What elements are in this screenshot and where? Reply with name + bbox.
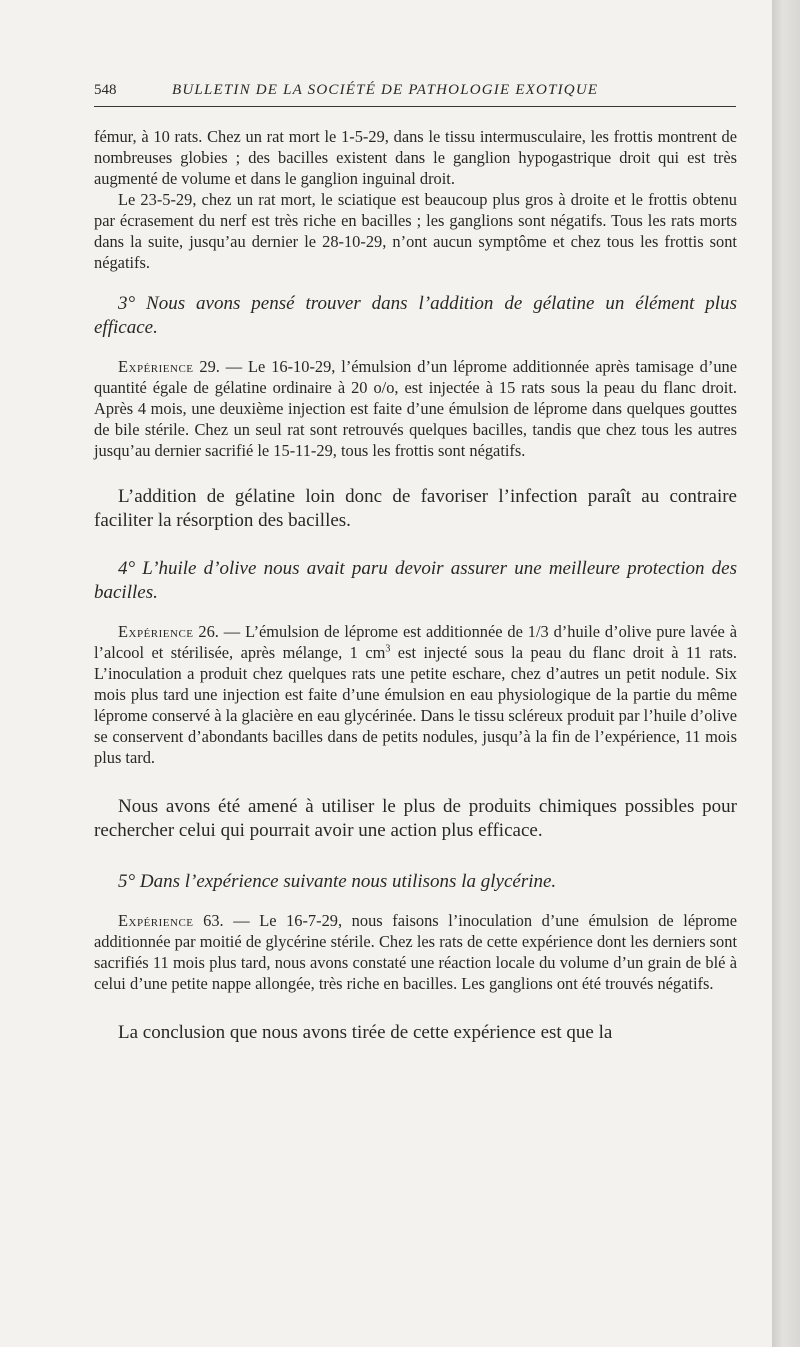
page-edge-shadow — [772, 0, 800, 1347]
experiment-text-a: 26. — L’émulsion de léprome est additionnée de 1/3 d’huile d’olive pure lavée à l’alcool et stérilisée, après mélange, 1 cm — [94, 622, 737, 662]
conclusion-chimiques: Nous avons été amené à utiliser le plus de produits chimiques possibles pour rechercher celui qui pourrait avoir une action plus efficace. — [94, 796, 737, 841]
experiment-label: Expérience — [118, 622, 194, 641]
conclusion-gelatine: L’addition de gélatine loin donc de favoriser l’infection paraît au contraire faciliter la résorption des bacilles. — [94, 486, 737, 531]
experiment-26 — [94, 621, 737, 768]
paragraph-sciatique: Le 23-5-29, chez un rat mort, le sciatique est beaucoup plus gros à droite et le frottis obtenu par écrasement du nerf est très riche en bacilles ; les ganglions sont négatifs. Tous les rats morts dans la suite, jusqu’au dernier le 28-10-29, n’ont aucun symptôme et chez tous les frottis sont négatifs. — [94, 190, 737, 272]
experiment-text-b: est injecté sous la peau du flanc droit à 11 rats. L’inoculation a produit chez quelques rats une petite eschare, chez d’autres un petit nodule. Six mois plus tard une injection est faite d’une émulsion en eau physiologique de la partie du même léprome conservé à la glacière en eau glycérinée. Dans le tissu scléreux produit par l’huile d’olive se conservent d’abondants bacilles dans de petits nodules, jusqu’à la fin de l’expérience, 11 mois plus tard. — [94, 643, 737, 767]
experiment-label: Expérience — [118, 911, 194, 930]
paragraph-femur: fémur, à 10 rats. Chez un rat mort le 1-5-29, dans le tissu intermusculaire, les frottis montrent de nombreuses globies ; des bacilles existent dans le ganglion hypogastrique droit qui est très augmenté de volume et dans le ganglion inguinal droit. — [94, 127, 737, 188]
section-heading-5: 5° Dans l’expérience suivante nous utilisons la glycérine. — [118, 871, 557, 892]
page-body — [94, 126, 737, 1045]
experiment-29 — [94, 356, 737, 461]
header-rule — [94, 106, 736, 107]
experiment-text: 63. — Le 16-7-29, nous faisons l’inoculation d’une émulsion de léprome additionnée par moitié de glycérine stérile. Chez les rats de cette expérience dont les derniers sont sacrifiés 11 mois plus tard, nous avons constaté une réaction locale du volume d’un grain de blé à celui d’une petite nappe allongée, très riche en bacilles. Les ganglions ont été trouvés négatifs. — [94, 911, 737, 993]
conclusion-glycerine: La conclusion que nous avons tirée de cette expérience est que la — [118, 1022, 613, 1043]
running-title: BULLETIN DE LA SOCIÉTÉ DE PATHOLOGIE EXOTIQUE — [172, 82, 599, 98]
experiment-text: 29. — Le 16-10-29, l’émulsion d’un léprome additionnée après tamisage d’une quantité égale de gélatine ordinaire à 20 o/o, est injectée à 15 rats sous la peau du flanc droit. Après 4 mois, une deuxième injection est faite d’une émulsion de léprome dans quelques gouttes de bile stérile. Chez un seul rat sont retrouvés quelques bacilles, tandis que chez tous les autres jusqu’au dernier sacrifié le 15-11-29, tous les frottis sont négatifs. — [94, 357, 737, 460]
superscript: 3 — [385, 643, 391, 655]
page-number: 548 — [94, 82, 117, 98]
experiment-63 — [94, 910, 737, 994]
experiment-label: Expérience — [118, 357, 194, 376]
section-heading-4: 4° L’huile d’olive nous avait paru devoir assurer une meilleure protection des bacilles. — [94, 558, 737, 603]
section-heading-3: 3° Nous avons pensé trouver dans l’addition de gélatine un élément plus efficace. — [94, 293, 737, 338]
